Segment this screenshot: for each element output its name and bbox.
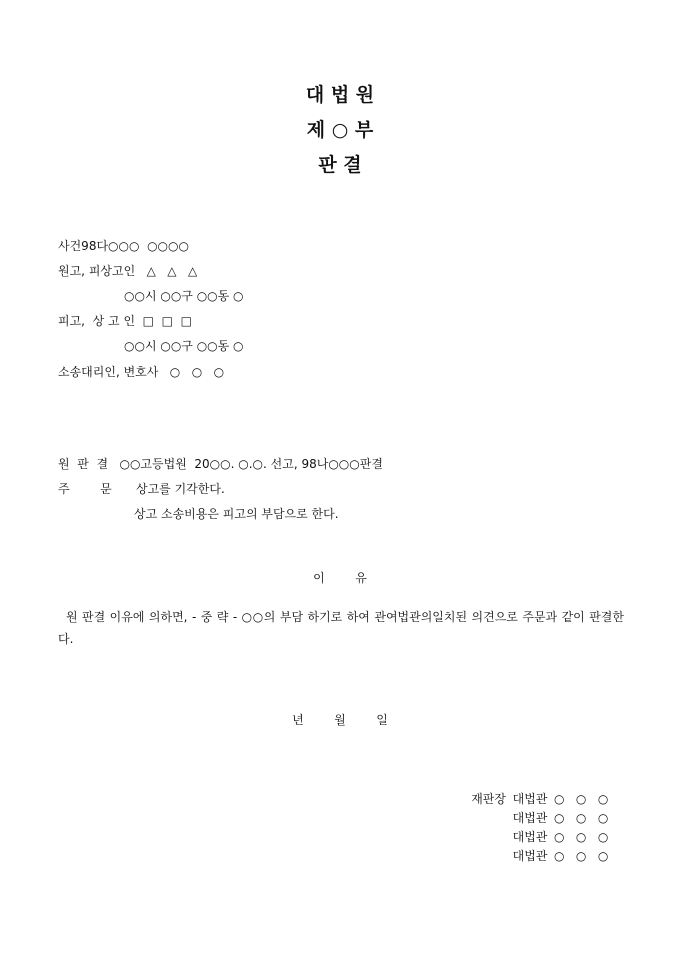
costs-line: 상고 소송비용은 피고의 부담으로 한다. bbox=[134, 507, 339, 521]
reason-text: 원 판결 이유에 의하면, - 중 략 - ○○의 부담 하기로 하여 관여법관의일치된 의견으로 주문과 같이 판결한다. bbox=[58, 610, 624, 646]
judge-row bbox=[440, 828, 630, 847]
judge-role bbox=[440, 828, 506, 847]
counsel-line: 소송대리인, 변호사 ○ ○ ○ bbox=[58, 365, 225, 379]
judge-role bbox=[440, 847, 506, 866]
document-type-title: 판 결 bbox=[318, 154, 362, 176]
judge-row bbox=[440, 847, 630, 866]
order-label: 주 문 bbox=[58, 482, 112, 496]
plaintiff-address: ○○시 ○○구 ○○동 ○ bbox=[124, 289, 244, 303]
defendant-address: ○○시 ○○구 ○○동 ○ bbox=[124, 339, 244, 353]
judge-title: 대법관 bbox=[512, 830, 548, 844]
judge-title: 대법관 bbox=[512, 849, 548, 863]
judge-title: 대법관 bbox=[512, 811, 548, 825]
plaintiff-line: 원고, 피상고인 △ △ △ bbox=[58, 264, 198, 278]
judge-name: ○ ○ ○ bbox=[554, 830, 609, 844]
judge-role: 재판장 bbox=[471, 792, 506, 806]
judge-name: ○ ○ ○ bbox=[554, 849, 609, 863]
judge-title: 대법관 bbox=[512, 792, 548, 806]
judge-row bbox=[440, 809, 630, 828]
judge-role bbox=[440, 809, 506, 828]
judges-block bbox=[440, 790, 630, 866]
judge-name: ○ ○ ○ bbox=[554, 811, 609, 825]
judge-row bbox=[440, 790, 630, 809]
reason-heading: 이 유 bbox=[313, 571, 367, 585]
case-number: 사건98다○○○ ○○○○ bbox=[58, 239, 189, 253]
defendant-line: 피고, 상 고 인 □ □ □ bbox=[58, 314, 192, 328]
judge-name: ○ ○ ○ bbox=[554, 792, 609, 806]
division-title: 제 ○ 부 bbox=[306, 119, 374, 141]
date-line: 년 월 일 bbox=[292, 713, 388, 727]
original-judgment: 원 판 결 ○○고등법원 20○○. ○.○. 선고, 98나○○○판결 bbox=[58, 457, 383, 471]
court-title: 대 법 원 bbox=[305, 84, 375, 106]
order-text: 상고를 기각한다. bbox=[136, 482, 225, 496]
